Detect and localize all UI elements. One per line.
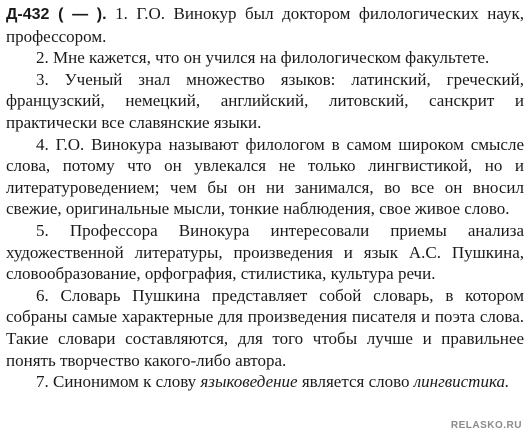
term-yazykovedenie: языковедение [200, 372, 298, 392]
paragraph-5: 5. Профессора Винокура интересовали приемы анализа художественной литературы, произведения и язык А.С. Пушкина, словообразование, орфография, стилистика, культура речи. [6, 220, 524, 284]
term-lingvistika: лингвистика. [413, 372, 510, 392]
paragraph-3: 3. Ученый знал множество языков: латинский, греческий, французский, немецкий, английский, литовский, санскрит и практически все славянские языки. [6, 69, 524, 132]
paragraph-4: 4. Г.О. Винокура называют филологом в самом широком смысле слова, потому что он увлекался не только лингвистикой, но и литературоведением; чем бы он ни занимался, во все он вносил свежие, оригинальные мысли, тонкие наблюдения, свое живое слово. [6, 134, 524, 219]
paragraph-1 [6, 3, 524, 47]
paragraph-7 [6, 371, 524, 393]
paragraph-7-before: 7. Синонимом к слову [36, 372, 201, 392]
paragraph-7-middle: является слово [297, 372, 414, 392]
watermark-logo: RELASKO.RU [450, 420, 522, 432]
task-id: Д-432 ( — ). [6, 6, 107, 23]
paragraph-6: 6. Словарь Пушкина представляет собой словарь, в котором собраны самые характерные для произведения писателя и поэта слова. Такие словари составляются, для того чтобы лучше и правильнее понять творчество какого-либо автора. [6, 285, 524, 370]
paragraph-1-text: 1. Г.О. Винокур был доктором филологических наук, профессором. [6, 4, 525, 46]
paragraph-2: 2. Мне кажется, что он учился на филологическом факультете. [36, 48, 490, 68]
